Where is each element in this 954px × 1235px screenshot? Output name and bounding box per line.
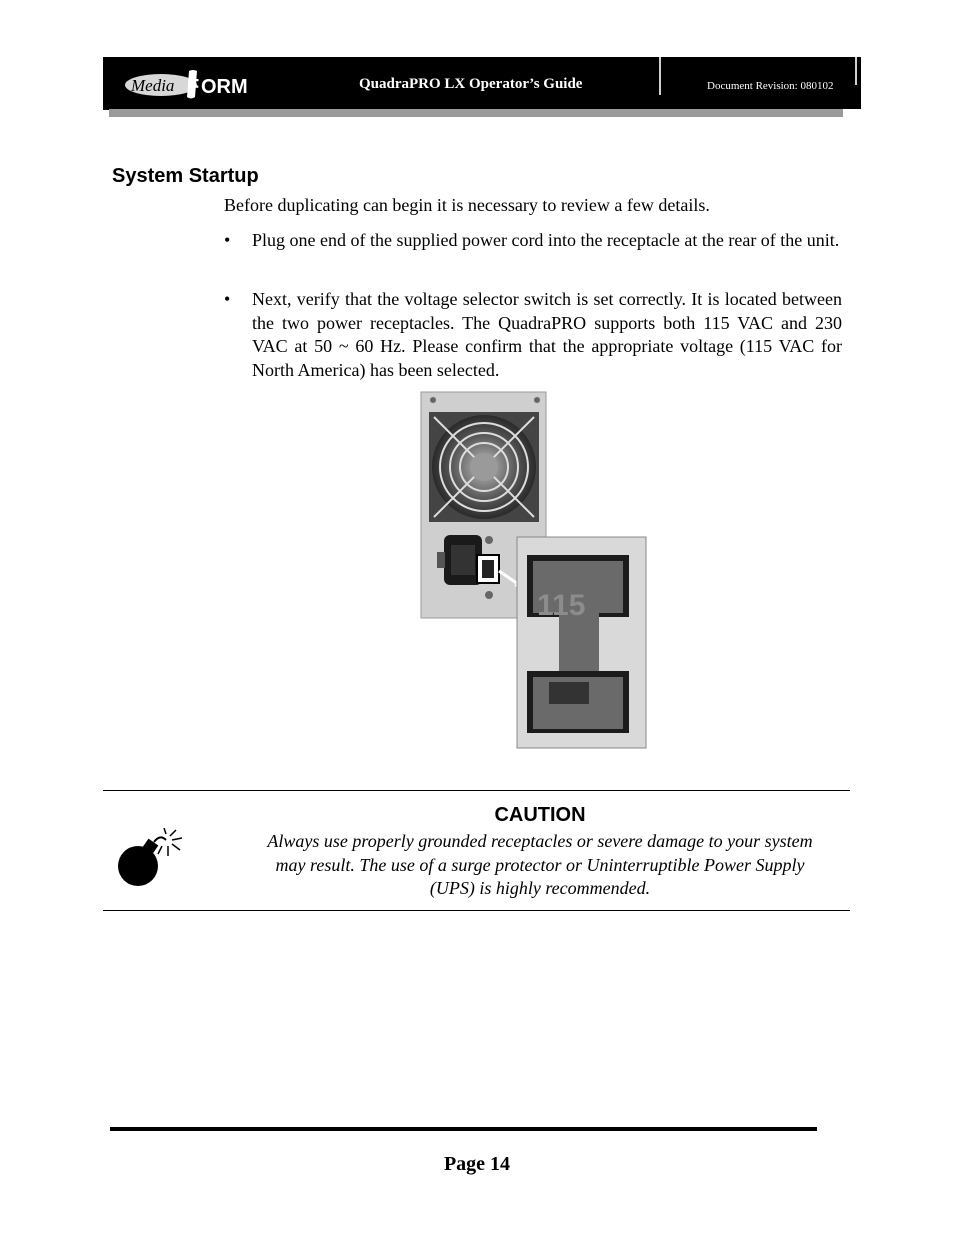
header-shadow xyxy=(109,109,843,117)
caution-text: Always use properly grounded receptacles or severe damage to your system may result. The use of a surge protector or Uninterruptible Power Supply (UPS) is highly recommended. xyxy=(267,831,813,898)
mediaform-logo xyxy=(123,67,263,101)
page-header xyxy=(103,57,861,109)
bullet-icon: • xyxy=(224,289,231,309)
list-item-text: Next, verify that the voltage selector switch is set correctly. It is located between the two power receptacles. The QuadraPRO supports both 115 VAC and 230 VAC at 50 ~ 60 Hz. Please confirm that the appropriate voltage (115 VAC for North America) has been selected. xyxy=(252,289,842,380)
svg-text:ORM: ORM xyxy=(201,76,248,98)
header-divider xyxy=(659,57,661,95)
svg-text:F: F xyxy=(187,76,200,98)
caution-title: CAUTION xyxy=(494,804,586,826)
page-number: Page 14 xyxy=(443,1153,511,1175)
footer-rule xyxy=(110,1127,817,1131)
switch-label: 115 xyxy=(537,589,586,622)
intro-paragraph: Before duplicating can begin it is necessary to review a few details. xyxy=(224,195,710,215)
power-supply-photo xyxy=(419,390,649,750)
bomb-icon xyxy=(114,828,194,890)
list-item xyxy=(224,229,842,253)
bullet-icon: • xyxy=(224,230,231,250)
svg-text:Media: Media xyxy=(131,76,175,95)
document-revision: Document Revision: 080102 xyxy=(707,80,834,92)
list-item xyxy=(224,288,842,382)
list-item-text: Plug one end of the supplied power cord into the receptacle at the rear of the unit. xyxy=(252,230,840,250)
caution-bottom-rule xyxy=(103,910,850,911)
caution-top-rule xyxy=(103,790,850,791)
document-title: QuadraPRO LX Operator’s Guide xyxy=(359,76,583,92)
section-title: System Startup xyxy=(112,165,259,187)
header-divider xyxy=(855,57,857,85)
